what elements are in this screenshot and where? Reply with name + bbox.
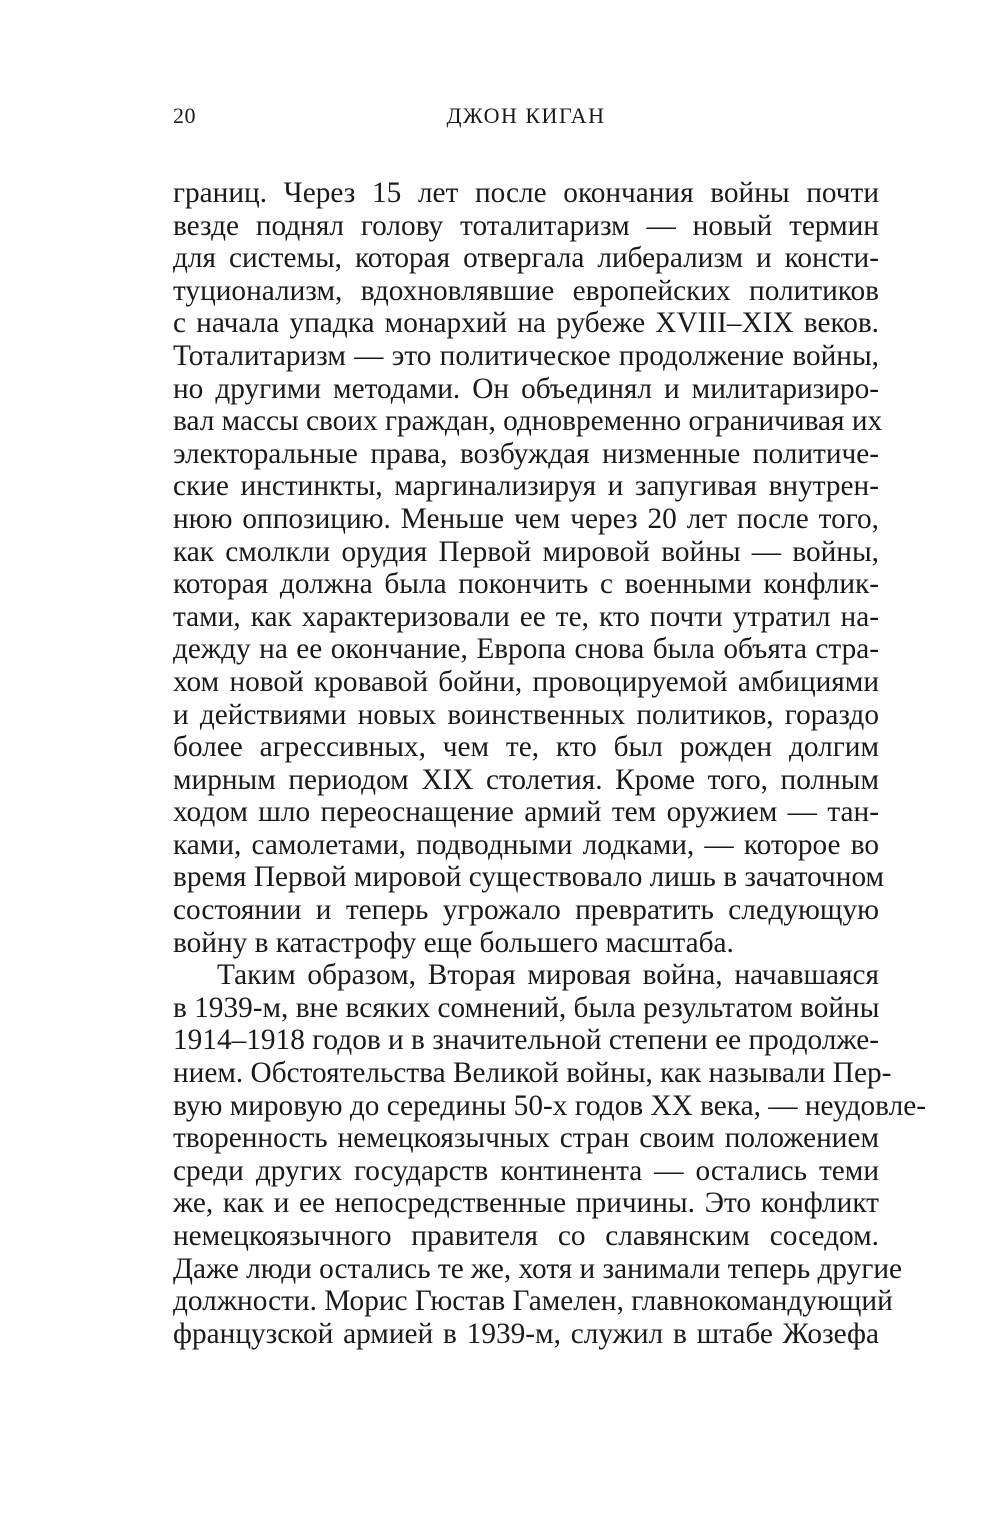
text-line: которая должна была покончить с военными конфлик- bbox=[173, 568, 879, 601]
text-line: туционализм, вдохновлявшие европейских политиков bbox=[173, 274, 879, 307]
text-line: Тоталитаризм — это политическое продолжение войны, bbox=[173, 339, 879, 372]
text-line: нием. Обстоятельства Великой войны, как называли Пер- bbox=[173, 1057, 892, 1090]
text-line: состоянии и теперь угрожало превратить следующую bbox=[173, 894, 879, 927]
text-line: войну в катастрофу еще большего масштаба. bbox=[173, 926, 734, 959]
text-line: электоральные права, возбуждая низменные политиче- bbox=[173, 437, 879, 470]
text-line: ские инстинкты, маргинализируя и запугивая внутрен- bbox=[173, 470, 879, 503]
text-line: ходом шло переоснащение армий тем оружием — тан- bbox=[173, 796, 879, 829]
text-line: хом новой кровавой бойни, провоцируемой амбициями bbox=[173, 665, 879, 698]
text-line: 1914–1918 годов и в значительной степени ее продолже- bbox=[173, 1024, 879, 1057]
text-line: среди других государств континента — остались теми bbox=[173, 1154, 879, 1187]
book-author: ДЖОН КИГАН bbox=[446, 103, 606, 128]
text-line: дежду на ее окончание, Европа снова была объята стра- bbox=[173, 633, 879, 666]
text-line: время Первой мировой существовало лишь в зачаточном bbox=[173, 861, 885, 894]
text-line: в 1939-м, вне всяких сомнений, была результатом войны bbox=[173, 991, 880, 1024]
text-line: вал массы своих граждан, одновременно ограничивая их bbox=[173, 405, 883, 438]
text-line: же, как и ее непосредственные причины. Это конфликт bbox=[173, 1187, 879, 1220]
text-line: границ. Через 15 лет после окончания войны почти bbox=[173, 177, 879, 209]
text-line: для системы, которая отвергала либерализм и консти- bbox=[173, 242, 879, 275]
text-line: творенность немецкоязычных стран своим положением bbox=[173, 1122, 879, 1155]
text-line: Даже люди остались те же, хотя и занимали теперь другие bbox=[173, 1252, 903, 1285]
text-line: мирным периодом XIX столетия. Кроме того, полным bbox=[173, 763, 879, 796]
page-number: 20 bbox=[173, 103, 196, 128]
text-line: Таким образом, Вторая мировая война, начавшаяся bbox=[217, 959, 879, 992]
text-line: французской армией в 1939-м, служил в штабе Жозефа bbox=[173, 1317, 879, 1350]
running-head bbox=[173, 103, 879, 133]
text-line: тами, как характеризовали ее те, кто почти утратил на- bbox=[173, 600, 879, 633]
text-line: ками, самолетами, подводными лодками, — которое во bbox=[173, 828, 879, 861]
text-line: вую мировую до середины 50-х годов XX века, — неудовле- bbox=[173, 1089, 927, 1122]
text-line: везде поднял голову тоталитаризм — новый термин bbox=[173, 209, 879, 242]
text-line: немецкоязычного правителя со славянским соседом. bbox=[173, 1220, 879, 1252]
text-line: с начала упадка монархий на рубеже XVIII–XIX веков. bbox=[173, 307, 879, 340]
text-line: нюю оппозицию. Меньше чем через 20 лет после того, bbox=[173, 502, 879, 535]
text-line: как смолкли орудия Первой мировой войны — войны, bbox=[173, 535, 879, 568]
text-line: должности. Морис Гюстав Гамелен, главнокомандующий bbox=[173, 1285, 893, 1318]
text-line: и действиями новых воинственных политиков, гораздо bbox=[173, 698, 879, 731]
text-line: но другими методами. Он объединял и милитаризиро- bbox=[173, 372, 879, 405]
body-text bbox=[173, 177, 927, 1350]
text-line: более агрессивных, чем те, кто был рожден долгим bbox=[173, 731, 879, 764]
